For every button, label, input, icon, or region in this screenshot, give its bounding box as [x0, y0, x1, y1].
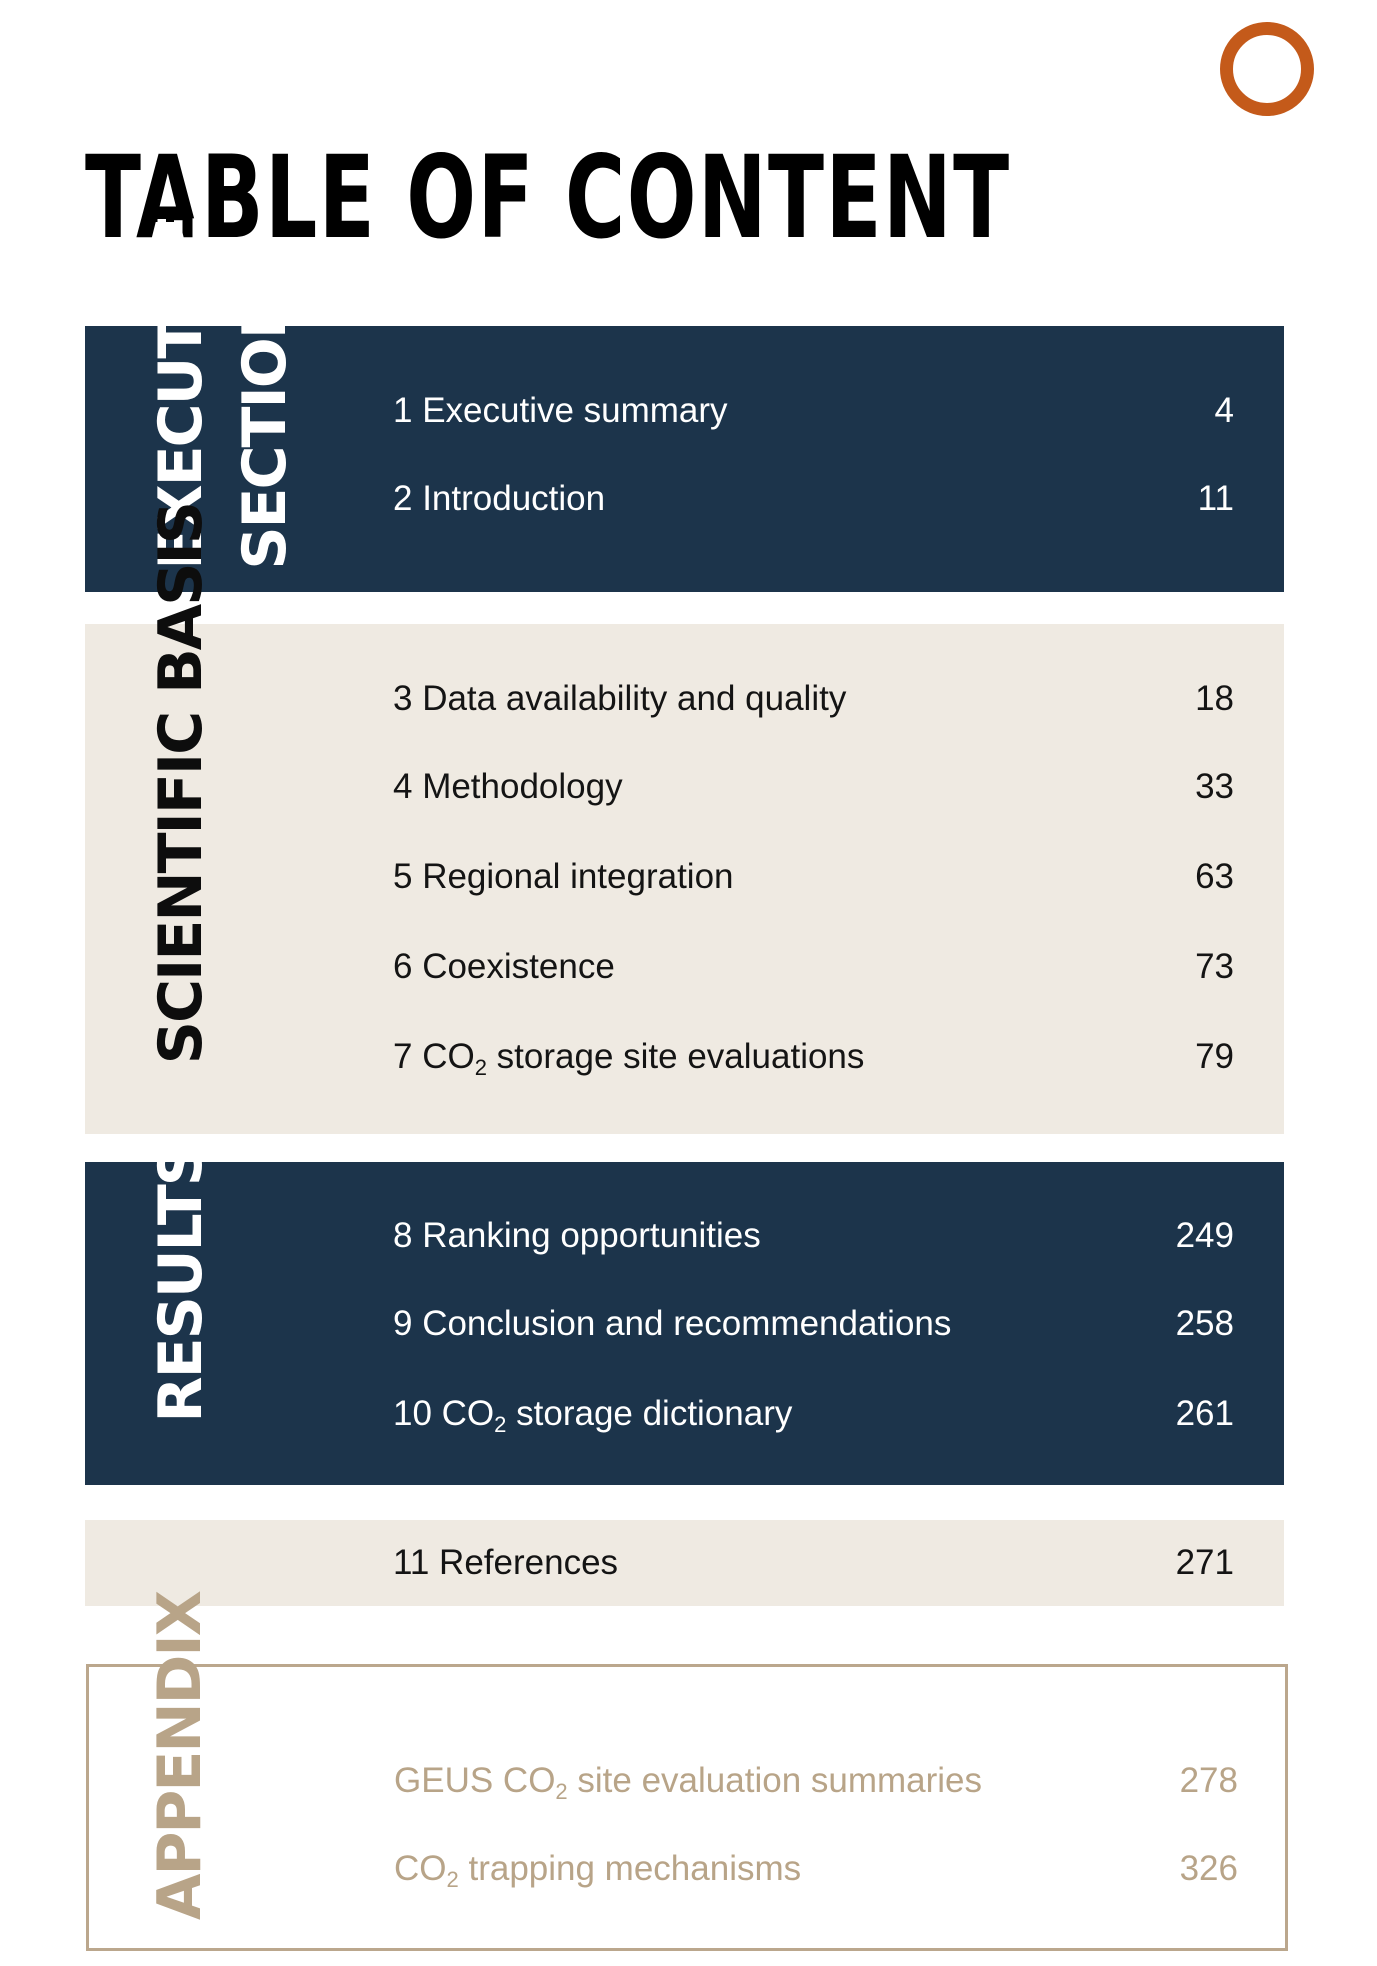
toc-entry-site-evaluations[interactable]: [393, 1027, 1234, 1087]
toc-entry-methodology[interactable]: [393, 757, 1234, 817]
entry-label: 8 Ranking opportunities: [393, 1216, 761, 1255]
entry-page: 73: [1195, 947, 1234, 986]
toc-entry-regional-integration[interactable]: [393, 847, 1234, 907]
entry-page: 4: [1214, 391, 1234, 430]
entry-page: 11: [1197, 479, 1234, 518]
section-references: [85, 1520, 1284, 1606]
toc-entry-trapping-mechanisms[interactable]: [394, 1839, 1238, 1899]
entry-label: 1 Executive summary: [393, 391, 728, 430]
toc-entry-geus-summaries[interactable]: [394, 1751, 1238, 1811]
toc-entry-data-availability[interactable]: [393, 669, 1234, 729]
toc-entry-storage-dictionary[interactable]: [393, 1384, 1234, 1444]
entry-page: 278: [1179, 1761, 1238, 1800]
entry-page: 326: [1179, 1849, 1238, 1888]
entry-page: 63: [1195, 857, 1234, 896]
entry-label: 9 Conclusion and recommendations: [393, 1304, 952, 1343]
entry-page: 261: [1175, 1394, 1234, 1433]
section-scientific-basis: [85, 502, 1284, 1134]
entry-label: GEUS $CO_2$ site evaluation summaries: [394, 1761, 983, 1804]
orange-ring-icon: [1220, 22, 1314, 116]
toc-entry-executive-summary[interactable]: [393, 381, 1234, 441]
section-label-results: RESULTS: [146, 1145, 216, 1423]
toc-entry-ranking-opportunities[interactable]: [393, 1206, 1234, 1266]
section-appendix: [86, 1592, 1288, 1951]
entry-label: 7 $CO_2$ storage site evaluations: [393, 1037, 865, 1080]
entry-label: 11 References: [393, 1543, 619, 1582]
entry-page: 33: [1195, 767, 1234, 806]
toc-entry-coexistence[interactable]: [393, 937, 1234, 997]
entry-label: 3 Data availability and quality: [393, 679, 847, 718]
section-results: [85, 1145, 1284, 1485]
toc-entry-references[interactable]: [393, 1533, 1234, 1593]
section-label-scientific-basis: SCIENTIFIC BASIS: [146, 502, 216, 1064]
entry-page: 18: [1195, 679, 1234, 718]
section-label-executive: EXECUTIVE SECTION: [146, 216, 300, 570]
entry-page: 258: [1175, 1304, 1234, 1343]
entry-page: 271: [1175, 1543, 1234, 1582]
section-executive: [85, 216, 1284, 592]
toc-entry-conclusion[interactable]: [393, 1294, 1234, 1354]
entry-label: 2 Introduction: [393, 479, 606, 518]
entry-page: 249: [1175, 1216, 1234, 1255]
entry-label: 6 Coexistence: [393, 947, 615, 986]
entry-label: 10 $CO_2$ storage dictionary: [393, 1394, 793, 1437]
entry-label: 4 Methodology: [393, 767, 623, 806]
entry-label: 5 Regional integration: [393, 857, 734, 896]
toc-entry-introduction[interactable]: [393, 469, 1234, 529]
entry-page: 79: [1195, 1037, 1234, 1076]
page-title: TABLE OF CONTENT: [85, 131, 1011, 264]
entry-label: $CO_2$ trapping mechanisms: [394, 1849, 802, 1892]
section-label-appendix: APPENDIX: [145, 1592, 215, 1920]
